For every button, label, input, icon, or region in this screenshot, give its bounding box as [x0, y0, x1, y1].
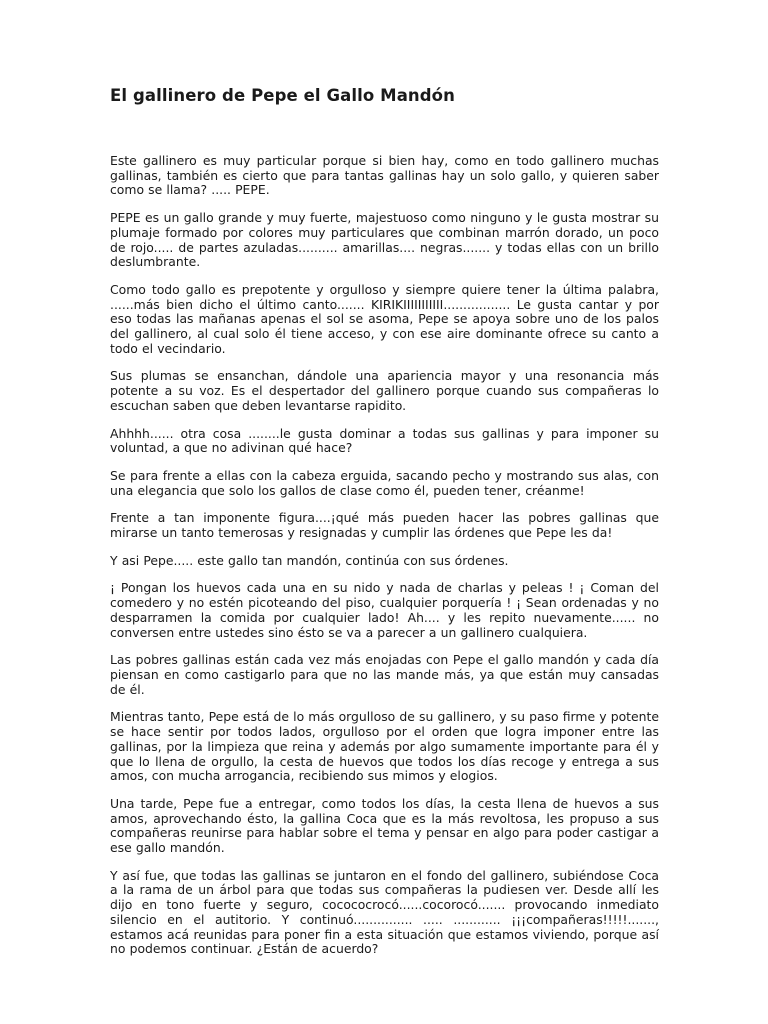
- paragraph-3: Como todo gallo es prepotente y orgulloso y siempre quiere tener la última palabra, ......más bien dicho el último canto....... KIRIKIIIIIIIIIII................. Le gusta cantar y por eso todas las mañanas apenas el sol se asoma, Pepe se apoya sobre uno de los palos del gallinero, al cual solo él tiene acceso, y con ese aire dominante ofrece su canto a todo el vecindario.: [110, 281, 659, 356]
- paragraph-7: Frente a tan imponente figura....¡qué más pueden hacer las pobres gallinas que mirarse un tanto temerosas y resignadas y cumplir las órdenes que Pepe les da!: [110, 510, 659, 541]
- paragraph-13: Y así fue, que todas las gallinas se juntaron en el fondo del gallinero, subiéndose Coca a la rama de un árbol para que todas sus compañeras la pudiesen ver. Desde allí les dijo en tono fuerte y seguro, cocococrocó......cocorocó....... provocando inmediato silencio en el autitorio. Y continuó............... ..... ............ ¡¡¡compañeras!!!!!......., estamos acá reunidas para poner fin a esta situación que estamos viviendo, porque así no podemos continuar. ¿Están de acuerdo?: [110, 867, 659, 957]
- paragraph-8: Y asi Pepe..... este gallo tan mandón, continúa con sus órdenes.: [110, 552, 509, 568]
- paragraph-2: PEPE es un gallo grande y muy fuerte, majestuoso como ninguno y le gusta mostrar su plumaje formado por colores muy particulares que combinan marrón dorado, un poco de rojo..... de partes azuladas.......... amarillas.... negras....... y todas ellas con un brillo deslumbrante.: [110, 210, 659, 270]
- paragraph-9: ¡ Pongan los huevos cada una en su nido y nada de charlas y peleas ! ¡ Coman del comedero y no estén picoteando del piso, cualquier porquería ! ¡ Sean ordenadas y no desparramen la comida por cualquier lado! Ah.... y les repito nuevamente...... no conversen entre ustedes sino ésto se va a parecer a un gallinero cualquiera.: [110, 580, 659, 640]
- paragraph-4: Sus plumas se ensanchan, dándole una apariencia mayor y una resonancia más potente a su voz. Es el despertador del gallinero porque cuando sus compañeras lo escuchan saben que deben levantarse rapidito.: [110, 368, 659, 413]
- paragraph-1: Este gallinero es muy particular porque si bien hay, como en todo gallinero muchas gallinas, también es cierto que para tantas gallinas hay un solo gallo, y quieren saber como se llama? ..... PEPE.: [110, 153, 659, 198]
- paragraph-6: Se para frente a ellas con la cabeza erguida, sacando pecho y mostrando sus alas, con una elegancia que solo los gallos de clase como él, pueden tener, créanme!: [110, 467, 659, 498]
- paragraph-5: Ahhhh...... otra cosa ........le gusta dominar a todas sus gallinas y para imponer su voluntad, a que no adivinan qué hace?: [110, 425, 659, 456]
- document-page: [110, 86, 659, 970]
- paragraph-12: Una tarde, Pepe fue a entregar, como todos los días, la cesta llena de huevos a sus amos, aprovechando ésto, la gallina Coca que es la más revoltosa, les propuso a sus compañeras reunirse para hablar sobre el tema y pensar en algo para poder castigar a ese gallo mandón.: [110, 795, 659, 856]
- document-title: El gallinero de Pepe el Gallo Mandón: [110, 86, 455, 105]
- paragraph-11: Mientras tanto, Pepe está de lo más orgulloso de su gallinero, y su paso firme y potente se hace sentir por todos lados, orgulloso por el orden que logra imponer entre las gallinas, por la limpieza que reina y además por algo sumamente importante para él y que lo llena de orgullo, la cesta de huevos que todos los días recoge y entrega a sus amos, con mucha arrogancia, recibiendo sus mimos y elogios.: [110, 709, 659, 784]
- paragraph-10: Las pobres gallinas están cada vez más enojadas con Pepe el gallo mandón y cada día piensan en como castigarlo para que no las mande más, ya que están muy cansadas de él.: [110, 652, 659, 697]
